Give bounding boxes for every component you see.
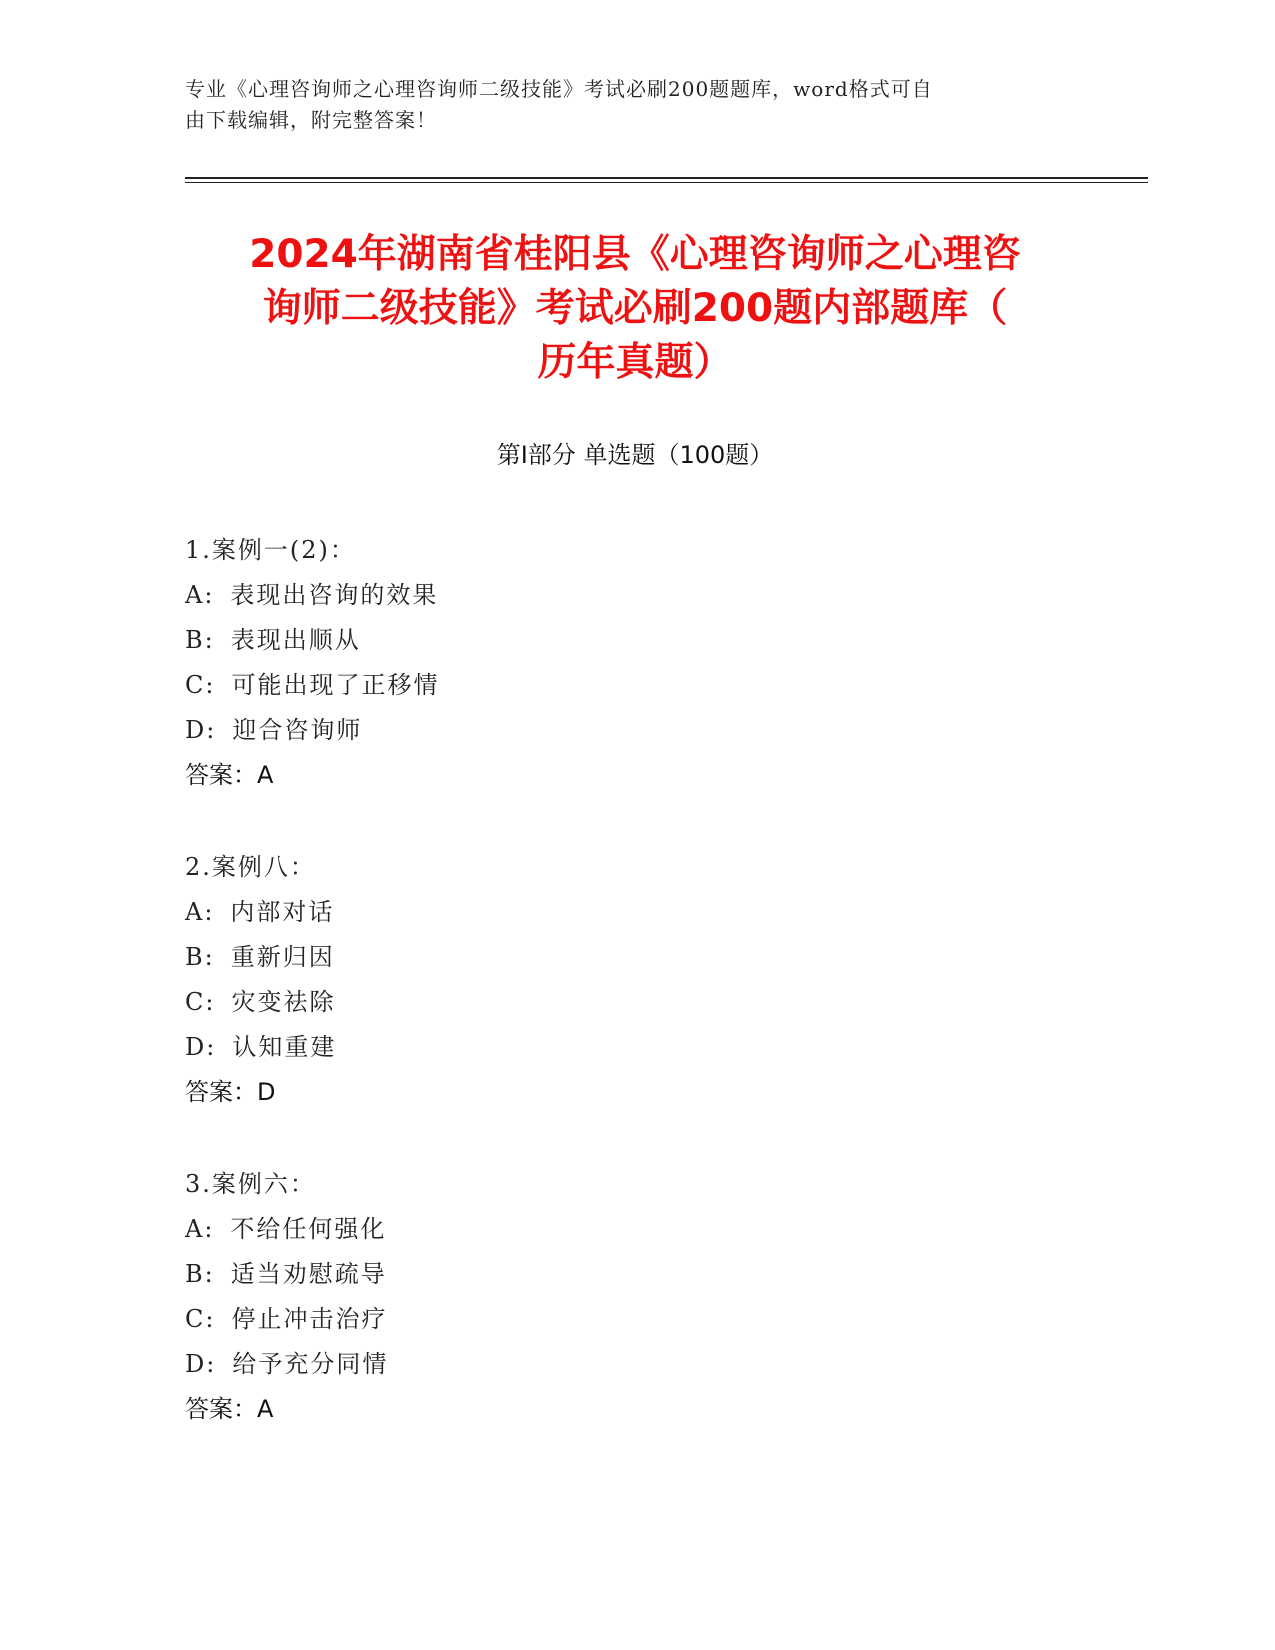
header-divider-thin [185,182,1148,183]
option-c [185,1297,885,1342]
option-a [185,1207,885,1252]
option-c [185,980,885,1025]
option-b [185,935,885,980]
option-text: 适当劝慰疏导 [230,1260,387,1288]
header-divider-thick [185,177,1148,179]
option-a [185,573,885,618]
option-text: 内部对话 [230,898,335,926]
question-stem: 3.案例六： [185,1170,316,1198]
option-d [185,708,885,753]
option-key: C: [185,988,216,1016]
option-key: C: [185,671,216,699]
intro-text [185,74,1065,136]
question-1 [185,528,885,798]
option-b [185,618,885,663]
intro-line-1: 专业《心理咨询师之心理咨询师二级技能》考试必刷200题题库，word格式可自 [185,77,933,101]
intro-line-2: 由下载编辑，附完整答案！ [185,108,437,132]
option-text: 可能出现了正移情 [231,671,440,699]
option-key: A: [185,581,215,609]
option-key: D: [185,1350,217,1378]
option-text: 重新归因 [230,943,335,971]
option-text: 迎合咨询师 [232,716,363,744]
title-line-2: 询师二级技能》考试必刷200题内部题库（ [262,286,1008,331]
option-key: C: [185,1305,216,1333]
option-text: 灾变祛除 [231,988,336,1016]
option-d [185,1342,885,1387]
answer-line: 答案：A [185,761,274,789]
option-a [185,890,885,935]
answer-line: 答案：A [185,1395,274,1423]
question-stem: 2.案例八： [185,853,316,881]
option-b [185,1252,885,1297]
option-d [185,1025,885,1070]
option-text: 认知重建 [232,1033,337,1061]
option-key: A: [185,898,215,926]
option-key: B: [185,626,215,654]
title-line-1: 2024年湖南省桂阳县《心理咨询师之心理咨 [249,232,1021,277]
option-text: 表现出咨询的效果 [230,581,439,609]
option-c [185,663,885,708]
option-key: A: [185,1215,215,1243]
option-key: D: [185,716,217,744]
option-text: 停止冲击治疗 [231,1305,388,1333]
option-key: D: [185,1033,217,1061]
question-3 [185,1162,885,1432]
option-text: 表现出顺从 [230,626,361,654]
option-key: B: [185,943,215,971]
document-title [185,228,1085,390]
answer-line: 答案：D [185,1078,276,1106]
question-2 [185,845,885,1115]
question-stem: 1.案例一(2)： [185,536,356,564]
option-key: B: [185,1260,215,1288]
title-line-3: 历年真题） [537,340,733,385]
option-text: 不给任何强化 [230,1215,387,1243]
option-text: 给予充分同情 [232,1350,389,1378]
section-heading: 第I部分 单选题（100题） [496,441,774,469]
